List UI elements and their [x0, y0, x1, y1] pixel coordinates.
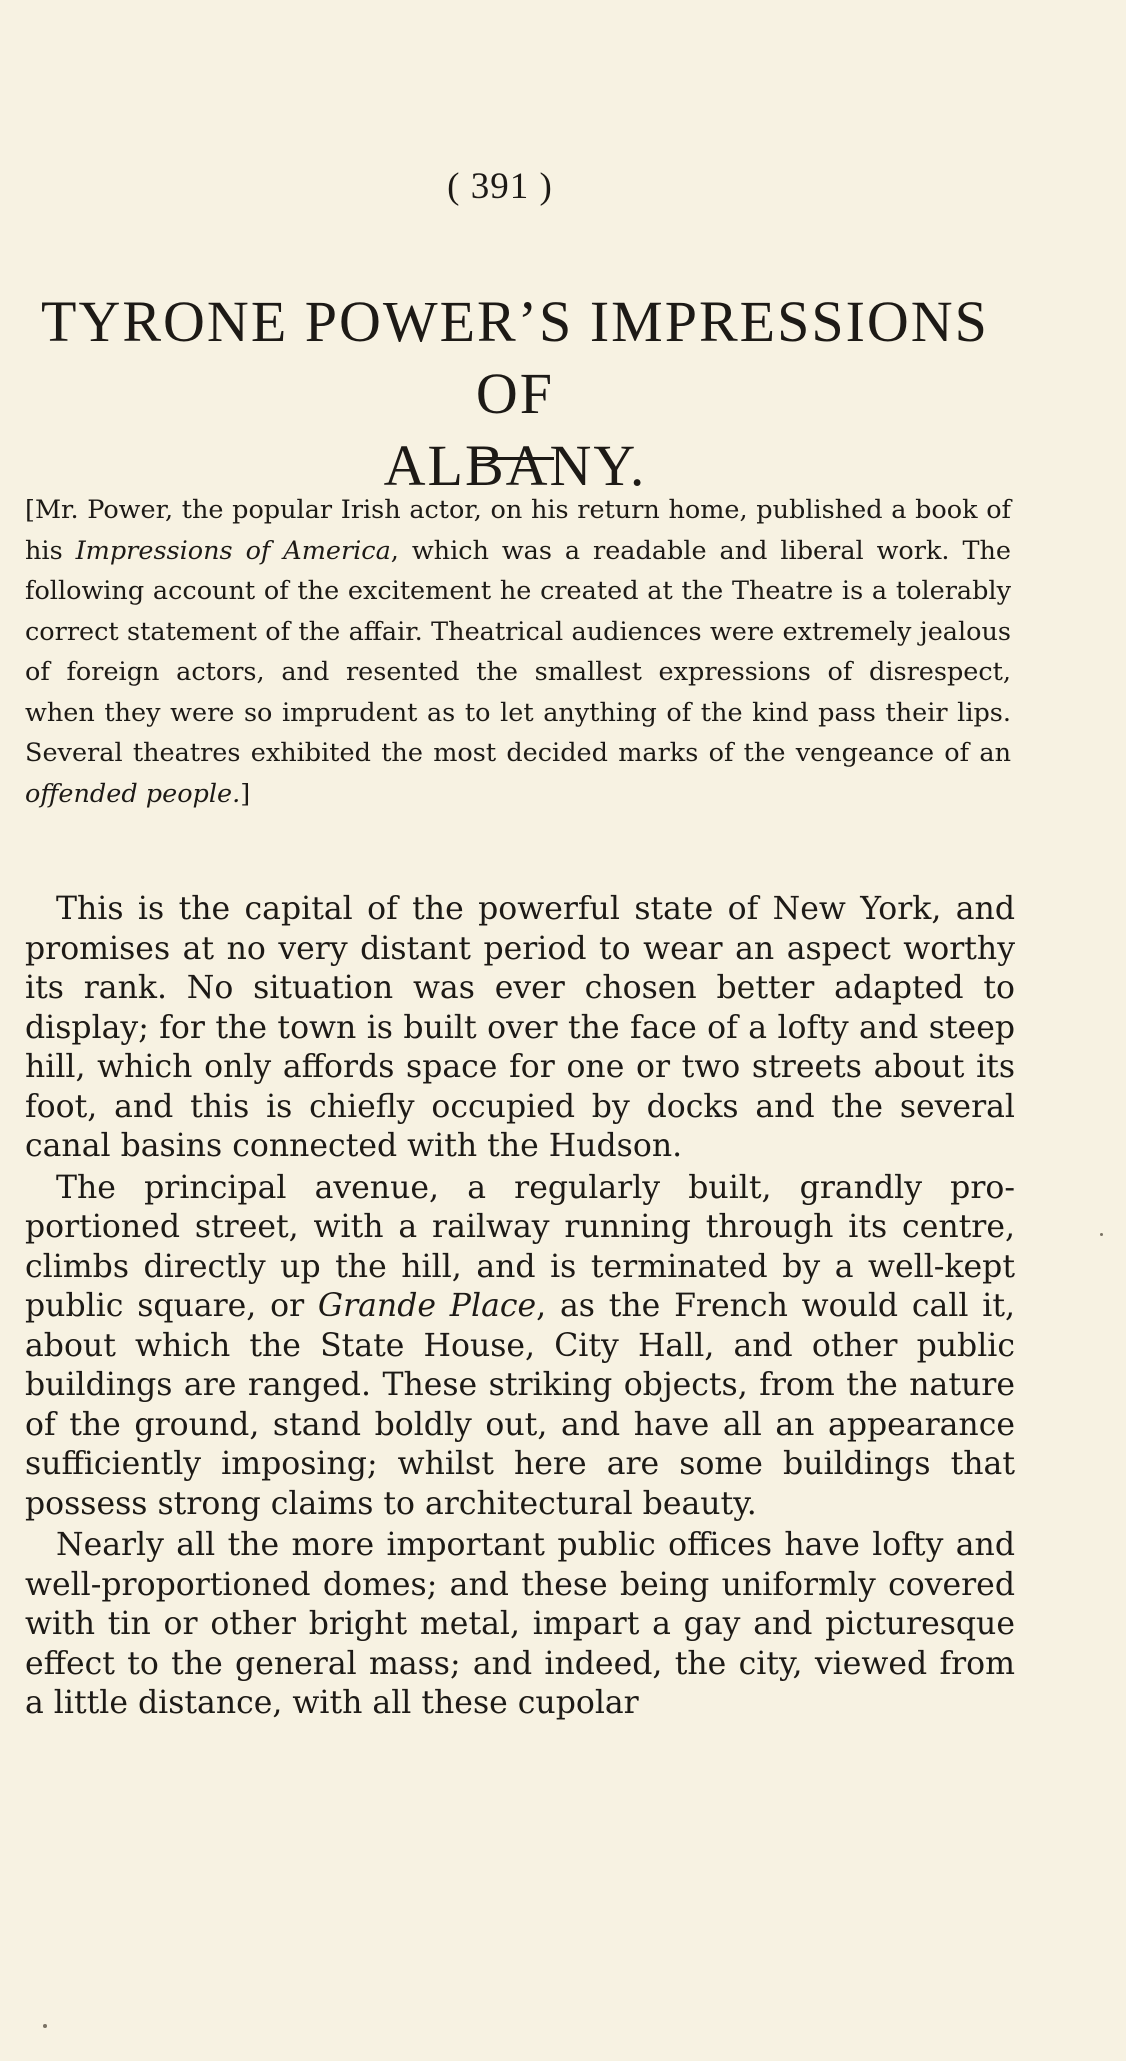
intro-emphasis: offended people.	[25, 778, 241, 809]
intro-close-bracket: ]	[240, 778, 251, 809]
book-title: Impressions of America	[75, 535, 391, 566]
paper-speck	[1100, 1233, 1103, 1236]
intro-text-1: [Mr. Power, the popular Irish actor, on his return home, published a book of his	[25, 495, 1011, 566]
grande-place-italic: Grande Place	[317, 1288, 537, 1324]
editorial-note	[25, 490, 1011, 814]
paragraph-3: Nearly all the more important public offices have lofty and well-proportioned domes; and these being uniformly covered with tin or other bright metal, impart a gay and picturesque effect to the general mass; and indeed, the city, viewed from a little distance, with all these cupolar	[25, 1527, 1015, 1721]
paragraph-1: This is the capital of the powerful state of New York, and promises at no very distant period to wear an aspect worthy its rank. No situation was ever chosen better adapted to display; for the town is built over the face of a lofty and steep hill, which only affords space for one or two streets about its foot, and this is chiefly occupied by docks and the several canal basins connected with the Hudson.	[25, 891, 1015, 1164]
page-number: ( 391 )	[447, 166, 553, 207]
article-title	[20, 286, 1010, 502]
intro-text-2: , which was a readable and liberal work. The following account of the excitement he created at the Theatre is a tolerably correct statement of the affair. Theatrical audiences were extremely jealous of foreign actors, and resented the smallest expressions of disrespect, when they were so imprudent as to let anything of the kind pass their lips. Several theatres exhibited the most decided marks of the vengeance of an	[25, 535, 1011, 768]
title-line-2: ALBANY.	[383, 433, 647, 498]
paragraph-2-text-a: The principal avenue, a regularly built, grandly pro-portioned street, with a railway running through its centre, climbs directly up the hill, and is terminated by a well-kept public square, or	[25, 1169, 1015, 1324]
paragraph-2-text-b: , as the French would call it, about which the State House, City Hall, and other public buildings are ranged. These striking objects, from the nature of the ground, stand boldly out, and have all an appearance sufficiently imposing; whilst here are some buildings that possess strong claims to architectural beauty.	[25, 1288, 1015, 1522]
paper-speck	[43, 2024, 47, 2028]
title-line-1: TYRONE POWER’S IMPRESSIONS OF	[41, 289, 989, 426]
title-divider	[472, 457, 554, 460]
article-body	[25, 890, 1015, 1724]
paragraph-2	[25, 1169, 1015, 1525]
